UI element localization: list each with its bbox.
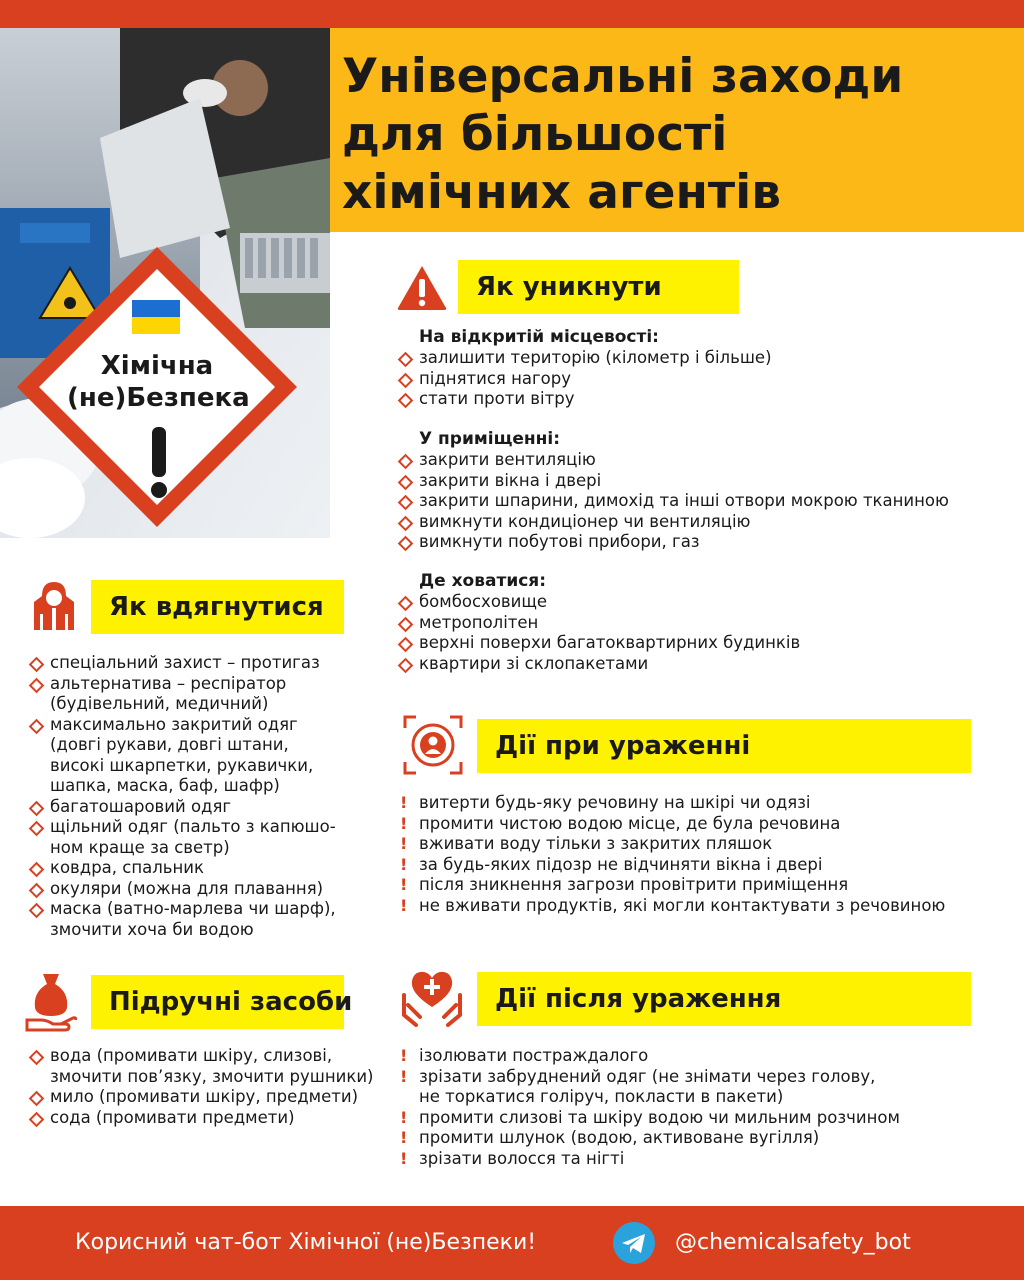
- list-item: закрити вентиляцію: [397, 450, 949, 471]
- list-item: ! ізолювати постраждалого: [397, 1046, 900, 1067]
- footer-text: Корисний чат-бот Хімічної (не)Безпеки!: [75, 1230, 537, 1255]
- list-item: ! зрізати забруднений одяг (не знімати через голову, не торкатися голіруч, покласти в пакети): [397, 1067, 900, 1108]
- list-item: ! зрізати волосся та нігті: [397, 1149, 900, 1170]
- list-item: окуляри (можна для плавання): [28, 879, 336, 900]
- list-item: щільний одяг (пальто з капюшо- ном краще за светр): [28, 817, 336, 858]
- list-item: ! вживати воду тільки з закритих пляшок: [397, 834, 945, 855]
- outdoors-list: [397, 348, 772, 410]
- hide-label: Де ховатися:: [419, 571, 547, 591]
- sign-line-2: (не)Безпека: [67, 383, 250, 413]
- list-item: квартири зі склопакетами: [397, 654, 800, 675]
- list-item: ! витерти будь-яку речовину на шкірі чи одязі: [397, 793, 945, 814]
- exposure-list: [397, 793, 945, 916]
- protective-suit-icon: [28, 578, 80, 634]
- list-item: ! промити чистою водою місце, де була речовина: [397, 814, 945, 835]
- list-item: стати проти вітру: [397, 389, 772, 410]
- list-item: мило (промивати шкіру, предмети): [28, 1087, 373, 1108]
- list-item: ! за будь-яких підозр не відчиняти вікна і двері: [397, 855, 945, 876]
- list-item: закрити шпарини, димохід та інші отвори мокрою тканиною: [397, 491, 949, 512]
- list-item: вимкнути кондиціонер чи вентиляцію: [397, 512, 949, 533]
- list-item: метрополітен: [397, 613, 800, 634]
- list-item: ковдра, спальник: [28, 858, 336, 879]
- sign-text: [67, 350, 250, 414]
- list-item: ! промити слизові та шкіру водою чи мильним розчином: [397, 1108, 900, 1129]
- tools-list: [28, 1046, 373, 1128]
- page-title: [342, 48, 1012, 222]
- outdoors-label: На відкритій місцевості:: [419, 327, 659, 347]
- after-heading: Дії після ураження: [477, 972, 971, 1026]
- warning-icon: [396, 263, 448, 313]
- list-item: залишити територію (кілометр і більше): [397, 348, 772, 369]
- exposure-heading: Дії при ураженні: [477, 719, 971, 773]
- list-item: маска (ватно-марлева чи шарф), змочити хоча би водою: [28, 899, 336, 940]
- after-list: [397, 1046, 900, 1169]
- telegram-icon[interactable]: [613, 1222, 655, 1264]
- target-person-icon: [402, 714, 464, 776]
- dress-heading: Як вдягнутися: [91, 580, 344, 634]
- list-item: сода (промивати предмети): [28, 1108, 373, 1129]
- dress-list: [28, 653, 336, 940]
- list-item: вода (промивати шкіру, слизові, змочити пов’язку, змочити рушники): [28, 1046, 373, 1087]
- hide-list: [397, 592, 800, 674]
- title-line-2: для більшості: [342, 107, 728, 162]
- list-item: спеціальний захист – протигаз: [28, 653, 336, 674]
- indoors-list: [397, 450, 949, 553]
- indoors-label: У приміщенні:: [419, 429, 561, 449]
- title-line-1: Універсальні заходи: [342, 49, 904, 104]
- list-item: максимально закритий одяг (довгі рукави, довгі штани, високі шкарпетки, рукавички, шапка, маска, баф, шафр): [28, 715, 336, 797]
- list-item: альтернатива – респіратор (будівельний, медичний): [28, 674, 336, 715]
- list-item: закрити вікна і двері: [397, 471, 949, 492]
- avoid-heading: Як уникнути: [458, 260, 739, 314]
- list-item: піднятися нагору: [397, 369, 772, 390]
- bag-hand-icon: [25, 970, 77, 1032]
- bot-handle-link[interactable]: @chemicalsafety_bot: [675, 1230, 911, 1255]
- top-bar: [0, 0, 1024, 28]
- list-item: багатошаровий одяг: [28, 797, 336, 818]
- list-item: вимкнути побутові прибори, газ: [397, 532, 949, 553]
- list-item: верхні поверхи багатоквартирних будинків: [397, 633, 800, 654]
- list-item: бомбосховище: [397, 592, 800, 613]
- list-item: ! після зникнення загрози провітрити приміщення: [397, 875, 945, 896]
- title-line-3: хімічних агентів: [342, 165, 782, 220]
- list-item: ! промити шлунок (водою, активоване вугілля): [397, 1128, 900, 1149]
- heart-hands-icon: [400, 965, 464, 1027]
- list-item: ! не вживати продуктів, які могли контактувати з речовиною: [397, 896, 945, 917]
- tools-heading: Підручні засоби: [91, 975, 344, 1029]
- sign-line-1: Хімічна: [100, 351, 214, 381]
